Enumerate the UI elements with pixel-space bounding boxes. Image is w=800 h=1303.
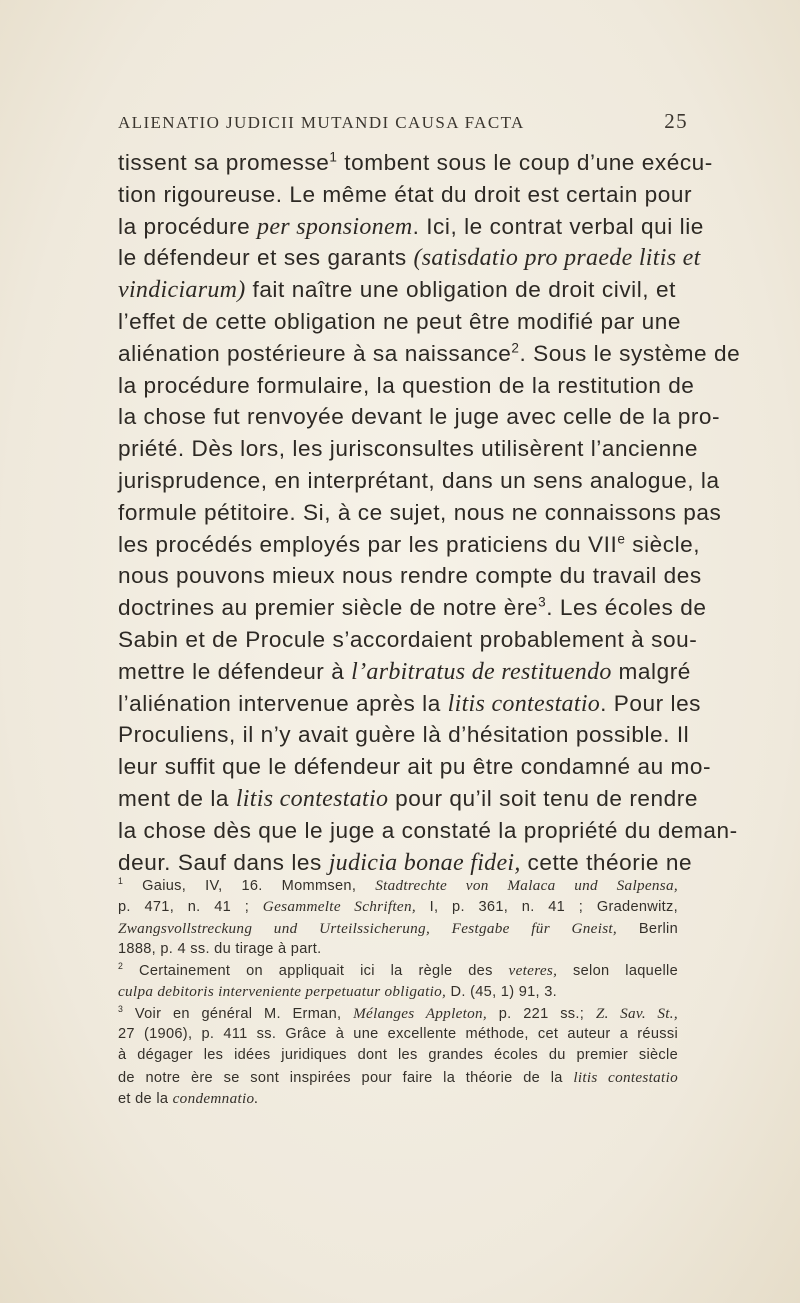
text-run: . Les écoles de xyxy=(546,595,707,621)
italic-text: Zwangsvollstreckung und Urteilssicherung, Festgabe für Gneist, xyxy=(118,919,618,937)
note-reference: 3 xyxy=(118,1003,124,1014)
text-run: cette théorie ne xyxy=(520,849,693,875)
text-line xyxy=(118,751,712,783)
text-run: D. (45, 1) 91, 3. xyxy=(446,984,558,1001)
text-run: les procédés employés par les praticiens du VII xyxy=(118,531,618,557)
footnote-line xyxy=(118,896,678,917)
text-run: à dégager les idées juridiques dont les grandes écoles du premier siècle xyxy=(118,1047,678,1064)
text-line xyxy=(118,338,741,370)
italic-text: vindiciarum) xyxy=(118,277,246,304)
note-reference: 1 xyxy=(118,876,124,887)
text-line xyxy=(118,783,698,815)
text-line xyxy=(118,433,698,465)
text-run: Berlin xyxy=(617,920,678,937)
note-reference: e xyxy=(617,531,626,547)
footnote-line xyxy=(118,1088,678,1109)
italic-text: per sponsionem xyxy=(257,213,413,240)
text-run: l’aliénation intervenue après la xyxy=(118,690,448,716)
text-run: tion rigoureuse. Le même état du droit est certain pour xyxy=(118,181,693,207)
text-run: la procédure xyxy=(118,213,258,239)
text-run: tissent sa promesse xyxy=(118,150,330,175)
text-run: 1888, p. 4 ss. du tirage à part. xyxy=(118,940,322,957)
footnote-line xyxy=(118,981,678,1002)
italic-text: litis contestatio xyxy=(235,785,389,812)
text-run: la chose fut renvoyée devant le juge avec celle de la pro- xyxy=(118,404,721,430)
text-line xyxy=(118,592,707,624)
main-text xyxy=(118,147,741,878)
text-run: p. 221 ss.; xyxy=(487,1005,596,1022)
text-run: 27 (1906), p. 411 ss. Grâce à une excellente méthode, cet auteur a réussi xyxy=(118,1026,678,1043)
text-line xyxy=(118,529,701,561)
text-line xyxy=(118,497,722,529)
italic-text: litis contestatio xyxy=(573,1068,678,1086)
footnotes xyxy=(118,875,678,1109)
italic-text: Stadtrechte von Malaca und Salpensa, xyxy=(375,877,678,894)
text-line xyxy=(118,306,681,338)
page-number: 25 xyxy=(664,109,688,133)
italic-text: (satisdatio pro praede litis et xyxy=(413,245,701,272)
italic-text: Z. Sav. St., xyxy=(595,1004,678,1022)
text-line xyxy=(118,624,698,656)
text-line xyxy=(118,401,721,433)
text-run: la chose dès que le juge a constaté la propriété du deman- xyxy=(118,817,738,843)
text-run: siècle, xyxy=(625,531,701,557)
text-run: Proculiens, il n’y avait guère là d’hésitation possible. Il xyxy=(118,722,690,748)
text-run: formule pétitoire. Si, à ce sujet, nous ne connaissons pas xyxy=(118,499,722,525)
text-run: I, p. 361, n. 41 ; Gradenwitz, xyxy=(415,899,678,916)
text-run: et de la xyxy=(118,1090,173,1107)
text-run: mettre le défendeur à xyxy=(118,658,352,684)
text-line xyxy=(118,211,704,243)
text-run: selon laquelle xyxy=(557,963,678,980)
text-run: nous pouvons mieux nous rendre compte du travail des xyxy=(118,563,702,589)
footnote-line xyxy=(118,1045,678,1066)
note-reference: 1 xyxy=(329,149,338,165)
text-run: de notre ère se sont inspirées pour faire la théorie de la xyxy=(118,1069,574,1086)
text-line xyxy=(118,656,691,688)
text-run: doctrines au premier siècle de notre ère xyxy=(118,595,539,621)
italic-text: condemnatio. xyxy=(172,1089,259,1107)
note-reference: 3 xyxy=(538,594,547,610)
footnote-line xyxy=(118,960,678,981)
text-run: malgré xyxy=(611,658,691,684)
text-run: Voir en général M. Erman, xyxy=(123,1005,354,1022)
note-reference: 2 xyxy=(511,340,520,356)
text-line xyxy=(118,465,720,497)
text-run: priété. Dès lors, les jurisconsultes utilisèrent l’ancienne xyxy=(118,436,698,462)
italic-text: litis contestatio xyxy=(447,690,601,717)
italic-text: l’arbitratus de restituendo xyxy=(351,658,612,685)
text-line xyxy=(118,147,713,179)
text-run: ment de la xyxy=(118,785,236,811)
text-run: . Ici, le contrat verbal qui lie xyxy=(412,213,704,239)
text-line xyxy=(118,370,695,402)
text-run: fait naître une obligation de droit civil, et xyxy=(245,277,676,303)
footnote-line xyxy=(118,875,678,896)
text-line xyxy=(118,179,693,211)
text-run: Sabin et de Procule s’accordaient probablement à sou- xyxy=(118,626,698,652)
text-run: jurisprudence, en interprétant, dans un sens analogue, la xyxy=(118,467,720,493)
text-run: tombent sous le coup d’une exécu- xyxy=(337,150,713,175)
text-run: la procédure formulaire, la question de la restitution de xyxy=(118,372,695,398)
footnote-line xyxy=(118,1067,678,1088)
footnote-line xyxy=(118,1024,678,1045)
running-title: ALIENATIO JUDICII MUTANDI CAUSA FACTA xyxy=(118,113,525,132)
text-line xyxy=(118,719,690,751)
footnote-line xyxy=(118,918,678,939)
text-line xyxy=(118,274,676,306)
text-run: p. 471, n. 41 ; xyxy=(118,899,263,916)
text-line xyxy=(118,242,701,274)
text-line xyxy=(118,688,702,720)
text-run: aliénation postérieure à sa naissance xyxy=(118,340,512,366)
italic-text: veteres, xyxy=(508,962,558,980)
footnote-line xyxy=(118,939,678,960)
note-reference: 2 xyxy=(118,961,124,972)
italic-text: Gesammelte Schriften, xyxy=(262,898,416,916)
text-run: pour qu’il soit tenu de rendre xyxy=(388,785,698,811)
italic-text: culpa debitoris interveniente perpetuatur obligatio, xyxy=(118,983,447,1001)
text-line xyxy=(118,815,738,847)
text-run: Certainement on appliquait ici la règle des xyxy=(123,963,509,980)
italic-text: Mélanges Appleton, xyxy=(353,1004,488,1022)
text-run: . Pour les xyxy=(600,690,702,716)
text-run: l’effet de cette obligation ne peut être modifié par une xyxy=(118,308,681,334)
text-run: deur. Sauf dans les xyxy=(118,849,329,875)
italic-text: judicia bonae fidei, xyxy=(328,849,521,876)
text-run: le défendeur et ses garants xyxy=(118,245,414,271)
text-line xyxy=(118,847,693,879)
text-run: leur suffit que le défendeur ait pu être condamné au mo- xyxy=(118,754,712,780)
footnote-line xyxy=(118,1003,678,1024)
text-run: . Sous le système de xyxy=(519,340,741,366)
text-run: Gaius, IV, 16. Mommsen, xyxy=(123,878,376,894)
text-line xyxy=(118,560,702,592)
